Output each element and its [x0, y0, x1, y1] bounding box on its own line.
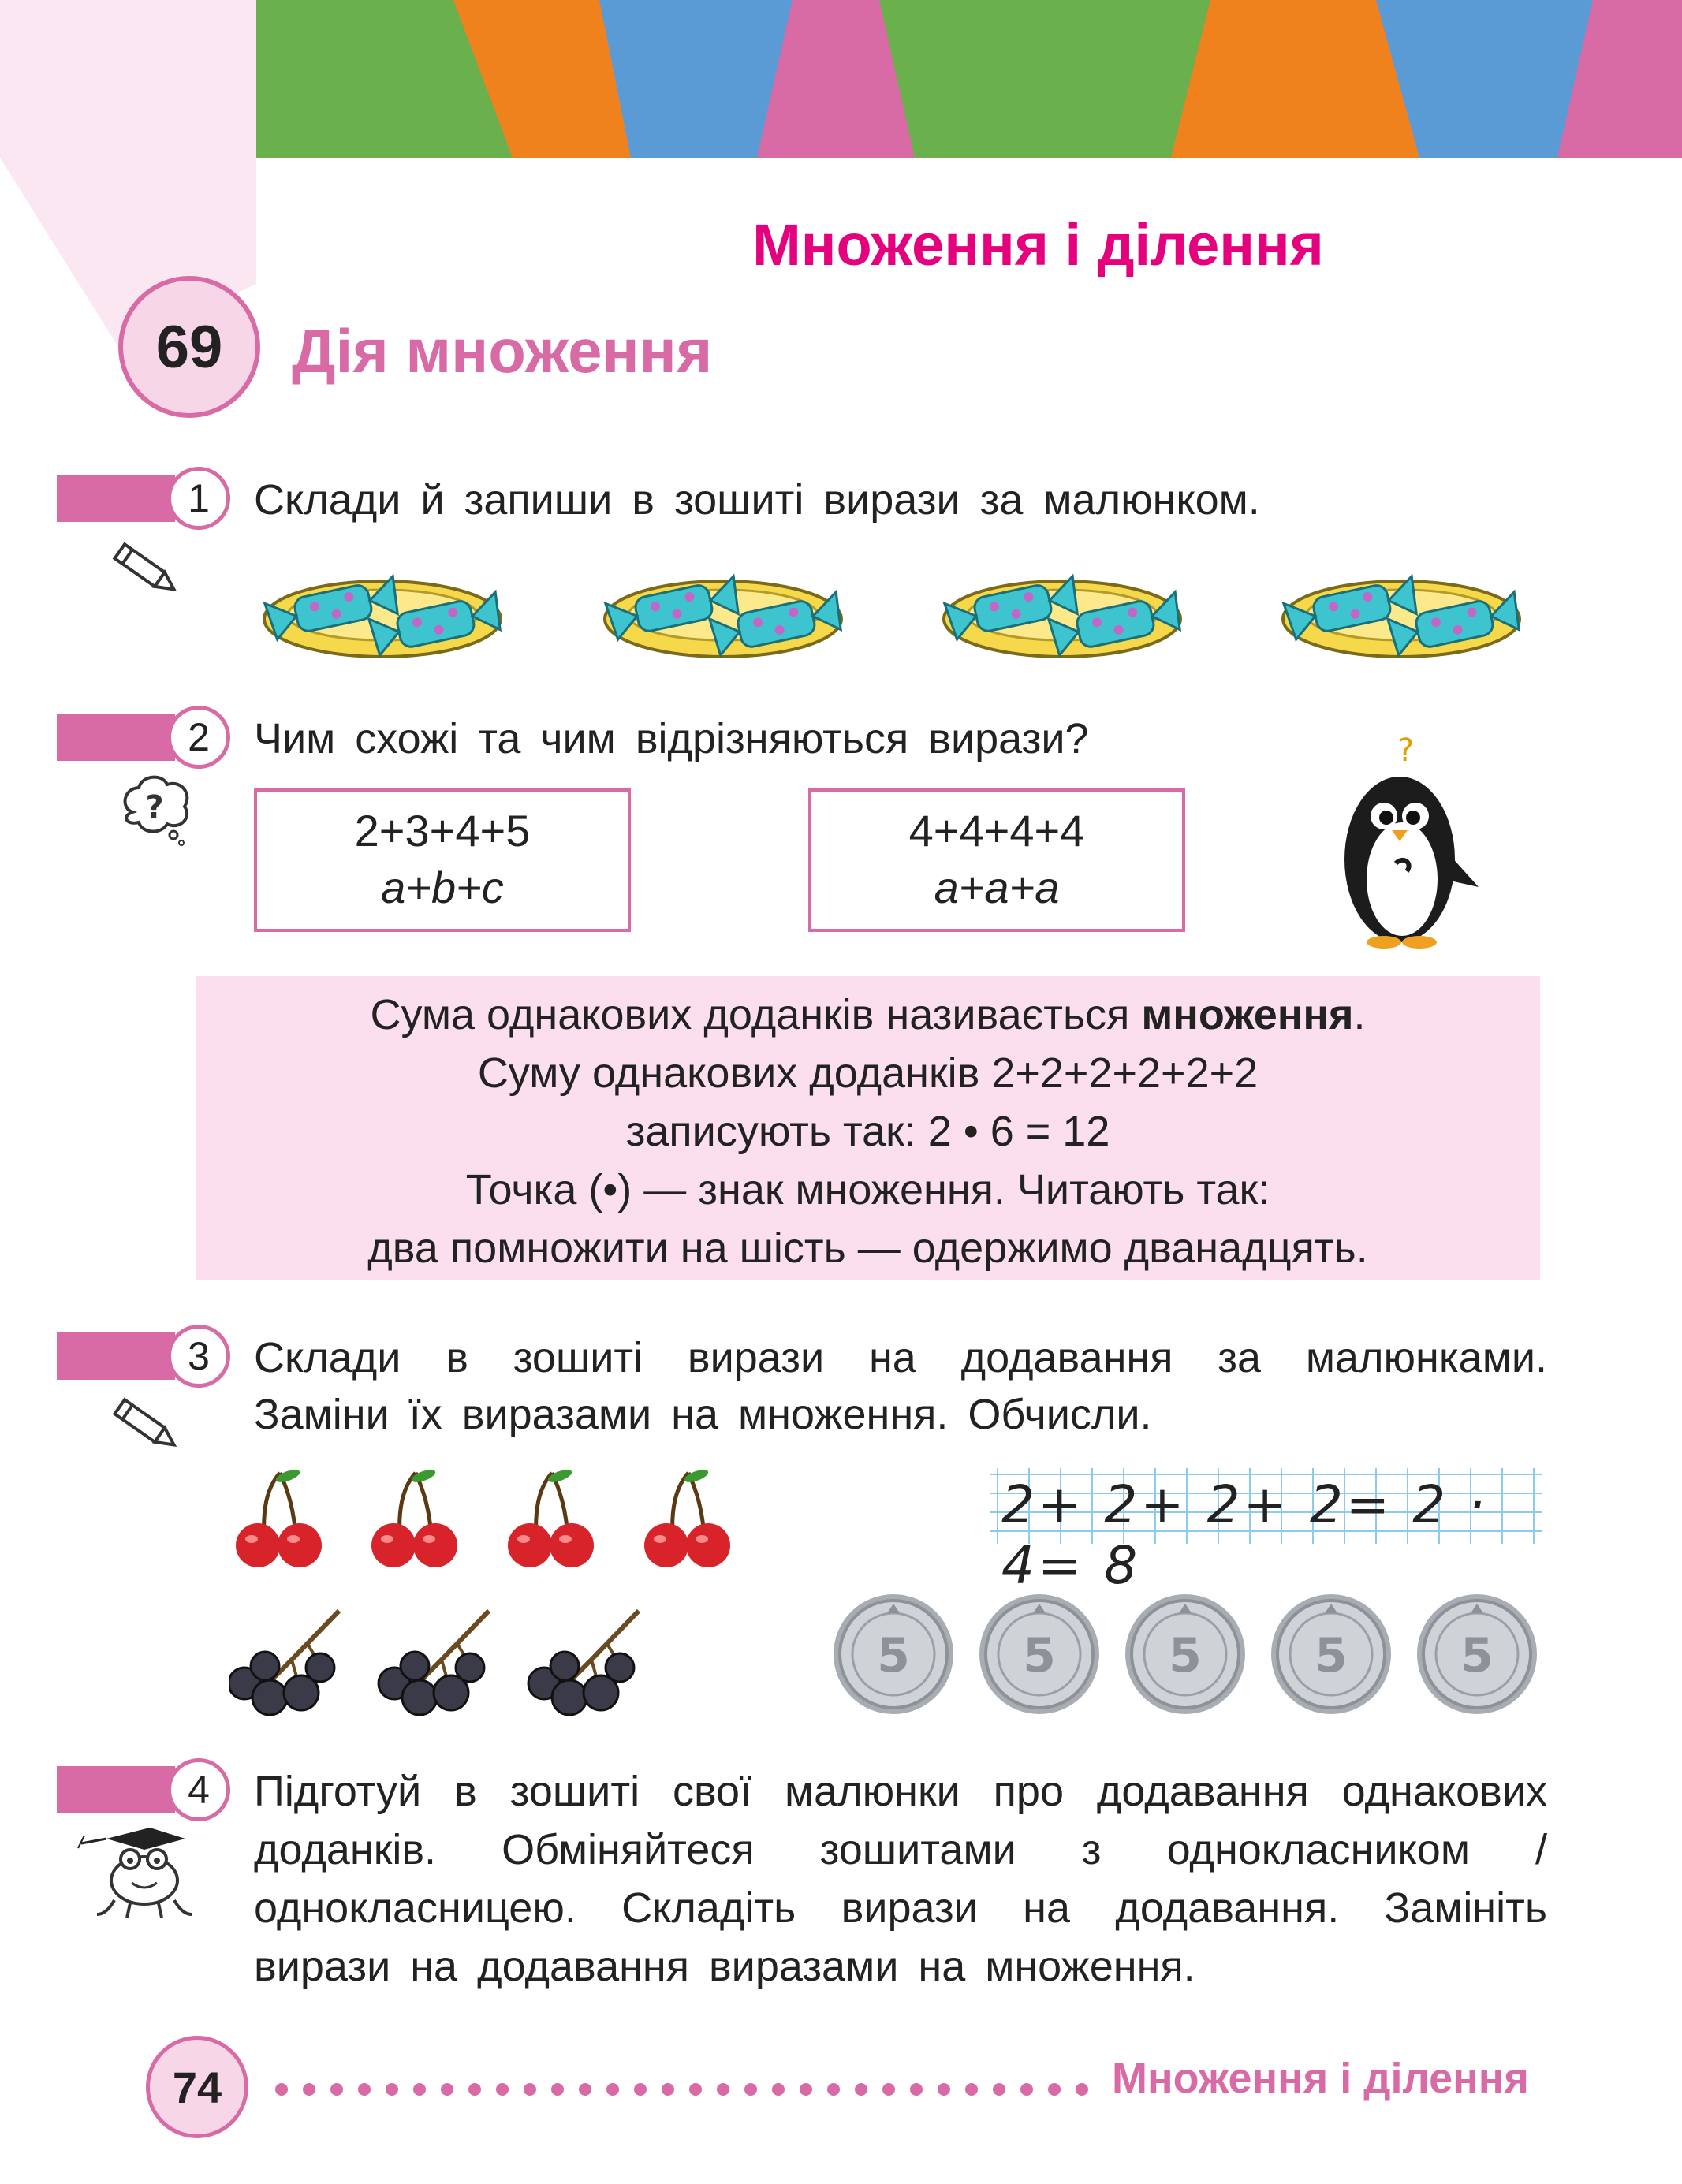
expression-numbers: 4+4+4+4: [908, 806, 1085, 855]
task-number: 2: [167, 706, 230, 769]
page-number: 74: [146, 2036, 248, 2138]
task-1-text: Склади й запиши в зошиті вирази за малюнком.: [254, 476, 1260, 524]
section-title: Множення і ділення: [752, 212, 1324, 278]
task-number: 3: [167, 1325, 230, 1388]
blackcurrants-illustration: [229, 1604, 655, 1723]
svg-text:?: ?: [145, 789, 164, 826]
svg-text:?: ?: [1397, 732, 1415, 769]
task-number: 1: [167, 467, 230, 530]
frog-graduate-icon: [75, 1821, 193, 1924]
rule-line-5: два помножити на шість — одержимо дванадцять.: [367, 1224, 1368, 1272]
rule-box: [196, 976, 1540, 1280]
coin-value: 5: [877, 1628, 910, 1683]
lesson-number-badge: 69: [118, 276, 260, 418]
expression-letters: a+a+a: [934, 863, 1060, 912]
rule-line-1-suffix: .: [1353, 991, 1366, 1038]
expression-box-left: [254, 788, 631, 932]
thought-question-icon: [117, 769, 196, 848]
rule-line-2: Суму однакових доданків 2+2+2+2+2+2: [477, 1049, 1259, 1097]
expression-letters: a+b+c: [381, 863, 504, 912]
coin-value: 5: [1023, 1628, 1056, 1683]
task-number: 4: [167, 1758, 230, 1821]
rule-line-1: [196, 986, 1540, 1044]
task-bar: [57, 1332, 175, 1380]
footer-section-title: Множення і ділення: [1112, 2055, 1529, 2102]
pencil-icon: [106, 536, 185, 607]
task-4-line-4: вирази на додавання виразами на множення.: [254, 1943, 1195, 1990]
task-bar: [57, 1766, 175, 1813]
pencil-icon: [106, 1392, 185, 1463]
example-expression: 2+ 2+ 2+ 2= 2 · 4= 8: [1001, 1474, 1489, 1596]
task-3-line-1: Склади в зошиті вирази на додавання за малюнками.: [254, 1334, 1547, 1381]
task-2-text: Чим схожі та чим відрізняються вирази?: [254, 715, 1089, 762]
coins-illustration: [832, 1593, 1542, 1719]
task-4-line-3: однокласницею. Складіть вирази на додавання. Замініть: [254, 1884, 1547, 1932]
coin-value: 5: [1460, 1628, 1494, 1683]
coin-value: 5: [1169, 1628, 1202, 1683]
cherries-illustration: [225, 1467, 745, 1569]
rule-term: множення: [1141, 991, 1354, 1038]
task-bar: [57, 475, 175, 522]
rule-line-3: записують так: 2 • 6 = 12: [625, 1108, 1110, 1155]
candy-plates: [256, 552, 1550, 670]
penguin-illustration: [1341, 729, 1482, 950]
task-4-line-2: доданків. Обміняйтеся зошитами з однокласником /: [254, 1826, 1547, 1873]
task-bar: [57, 714, 175, 761]
coin-value: 5: [1315, 1628, 1348, 1683]
task-4-line-1: Підготуй в зошиті свої малюнки про додавання однакових: [254, 1768, 1547, 1815]
expression-box-right: [808, 788, 1185, 932]
footer-dotted-line: [272, 2074, 1100, 2105]
rule-line-1-prefix: Сума однакових доданків називається: [370, 991, 1142, 1038]
expression-numbers: 2+3+4+5: [354, 806, 531, 855]
lesson-title: Дія множення: [292, 316, 713, 386]
rule-line-4: Точка (•) — знак множення. Читають так:: [465, 1166, 1270, 1213]
task-3-line-2: Заміни їх виразами на множення. Обчисли.: [254, 1391, 1152, 1438]
